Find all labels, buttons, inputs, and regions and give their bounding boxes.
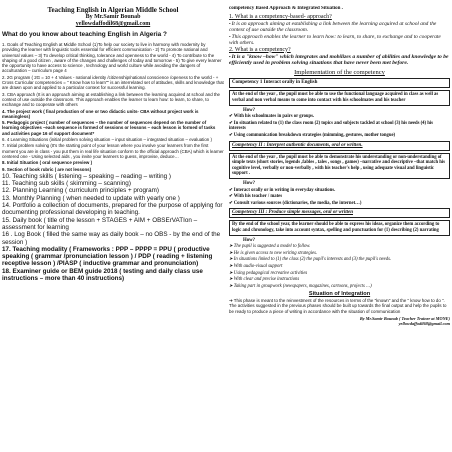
integration-body-text: This phase is meant to the reinvestment of the resources in terms of the "known" and the " know how to do ". The activities suggested in the previous phases should be built up towards the final output and help the pupils to be ready to produce a piece of writing in accordance with the situation of communication [229, 298, 447, 314]
integration-heading: Situation of Integration [308, 291, 371, 298]
arrow-icon: ➤ [229, 269, 233, 275]
checkmark-icon: ✔ [229, 113, 233, 119]
c3-bullet-1 [229, 243, 450, 250]
competency-2-box [229, 141, 450, 151]
point-17: 17. Teaching modality ( Frameworks : PPP – PPPP = PPU ( productive speaking ( grammar /pronunciation lesson ) / PDP ( reading + listening receptive lesson ) /PIASP ( inductive grammar and pronunciation) [2, 245, 213, 268]
arrow-icon: ➤ [229, 249, 233, 255]
c3-bullet-1-text: The pupil is suggested a model to follow. [233, 244, 311, 250]
c3-bullet-5 [229, 270, 450, 277]
c3-bullet-6 [229, 276, 450, 283]
point-12: 12. Planning Learning ( curriculum principles + program) [2, 187, 159, 195]
point-7: 7. Initial problem solving (It's the starting point of your lesson where you involve your learners from the first moment you are in class - you put them in real life situation conform to the official approach (CBA) which is learner centered one - Using selected aids , you invite your learners to guess, improvise, deduce… [2, 143, 224, 159]
c2-bullet-1-text: Interact orally or in writing in everyday situations. [233, 187, 336, 193]
c3-bullet-7-text: Taking part in groupwork (newspapers, magazines, cartoons, projects …) [233, 283, 372, 289]
c3-bullet-3 [229, 256, 450, 263]
checkmark-icon: ✔ [229, 132, 233, 137]
how-label-2: How? [243, 180, 255, 186]
author-line: By Mr.Samir Bounab [85, 14, 141, 20]
competency-1-heading: Competency 1 Interact orally in English [232, 80, 318, 86]
c1-bullet-3 [229, 132, 450, 139]
author-email: yellowdaffodil68@gmail.com [75, 21, 151, 27]
competency-1-body: At the end of the year , the pupil must be able to use the functional language acquired in class as well as verbal and non verbal means to come into contact with his schoolmates and his teacher [232, 92, 439, 104]
c2-bullet-3-text: Consult various sources (dictionaries, the media, the internet…) [233, 200, 362, 206]
c2-bullet-2-text: With his teacher / mates [233, 194, 283, 200]
c3-bullet-2 [229, 250, 450, 257]
point-8: 8. Initial Situation ( oral sequence preview ) [2, 160, 93, 166]
c1-bullet-1-text: With his schoolmates in pairs or groups. [233, 114, 315, 120]
document-title: Teaching English in Algerian Middle School [47, 6, 179, 14]
arrow-icon: ➤ [229, 282, 233, 288]
point-6: 6. 4 Learning Situations (initial problem solving situation – input situation – integrated situation – evaluation ) [2, 137, 212, 143]
point-13: 13. Monthly Planning ( when needed to update with yearly one ) [2, 194, 180, 202]
c2-bullet-1 [229, 187, 450, 194]
right-column [229, 6, 450, 450]
bullet-icon: • [229, 33, 231, 39]
competency-3-box [229, 208, 450, 218]
competency-2-heading: Competency II : Interpret authentic documents, oral or written. [232, 142, 363, 148]
answer-2-text: It is a "know –how" which integrates and mobilizes a number of abilities and knowledge to be efficiently used in problem solving situations that have never been met before. [229, 53, 449, 67]
point-18: 18. Examiner guide or BEM guide 2018 ( testing and daily class use instructions – more than 40 instructions) [2, 267, 203, 282]
c1-bullet-2-text: In situation related to (1) the class room (2) topics and subjects tackled at school (3) his needs (4) his interests [229, 120, 433, 132]
point-9: 9. Section of book rubric ( are not lessons) [2, 166, 92, 172]
answer-1a-text: It is an approach aiming at establishing a link between the learning acquired at school and the context of use outside the classroom. [229, 21, 437, 34]
point-15: 15. Daily book ( title of the lesson + STAGES + AIM + OBSErVATIon – assessment for learning [2, 216, 198, 231]
how-label-3: How? [243, 237, 255, 243]
competency-3-heading: Competency III : Produce simple messages, oral or written [232, 210, 353, 216]
competency-3-body: By the end of the school year, the learner should be able to express his ideas, organize them according to logic and chronology, take into account syntax, spelling and punctuation for (1) describing (2) narrating [232, 222, 440, 233]
point-4: 4. The project work ( final production of one or two didactic units- CBA without project work is meaningless) [2, 108, 199, 119]
arrow-icon: ➤ [229, 256, 233, 262]
checkmark-icon: ✔ [229, 186, 233, 192]
left-column [2, 6, 224, 450]
point-16: 16 . Log Book ( filled the same way as daily book – no OBS - by the end of the session ) [2, 231, 221, 246]
point-2: 2. 2G program ( 2G = 10 + 4 Values - national identity /citizenship/national conscience /openess to the world - + Cross Curricular competencies = " Know how to learn"" is an interrelated set of attitudes, skills and knowledge that are drawn upon and applied to a particular context for successful learning. [2, 74, 224, 91]
footer-author: By Mr.Samir Bounab ( Teacher Trainer at MONE) [359, 315, 450, 321]
how-label-1: How? [243, 107, 255, 113]
arrow-icon: ➤ [229, 243, 233, 249]
c3-bullet-4-text: With audio-visual support [233, 263, 283, 269]
competency-2-body-box [229, 153, 450, 179]
bullet-icon: • [229, 53, 231, 59]
c1-bullet-2 [229, 120, 450, 132]
question-1 [229, 14, 450, 21]
c3-bullet-5-text: Using pedagogical recreative activities [233, 270, 308, 276]
answer-1a [229, 21, 450, 34]
point-3: 3. CBA approach (It is an approach aiming at establishing a link between the learning acquired at school and the context of use outside the classroom. This approach enables the learner to learn how: to learn, to share, to exchange and to cooperate with others [2, 91, 220, 108]
question-1-text: 1. What is a competency-based- approach? [229, 14, 332, 20]
point-1: 1. Goals of Teaching English at Middle School (1)To help our society to live in harmony with modernity by providing the learner with linguistic tools essential for efficient communication - 2) To promote national and universal values – 3) To develop critical thinking, tolerance and openness to the world - 4) To contribute to the shaping of a good citizen , aware of the changes and challenges of today and tomorrow - 5) To give every learner the opportunity to have access to science , technology and world culture while avoiding the dangers of acculturation – curriculum page 4 [2, 42, 222, 74]
c3-bullet-6-text: With clear and precise instructions [233, 277, 300, 283]
answer-1b-text: This approach enables the learner to learn how: to learn, to share, to exchange and to cooperate with others. [229, 33, 441, 47]
point-10: 10. Teaching skills ( listening – speaking – reading – writing ) [2, 172, 171, 180]
competency-2-body: At the end of the year , the pupil must be able to demonstrate his understanding or non-understanding of simple texts (short stories, legends ,fables , tales , songs , games) –narrative and descriptive –that match his cognitive level, verbally or non-verbally , with his teacher's help , using adequate visual and linguistic support . [232, 154, 446, 177]
competency-1-box [229, 78, 450, 88]
answer-1b [229, 34, 450, 47]
right-heading: competency Based Approach & Integrated Situation . [229, 6, 343, 11]
arrow-icon: ➤ [229, 276, 233, 282]
main-question: What do you know about teaching English in Algeria ? [2, 31, 167, 38]
question-2-text: 2. What is a competency? [229, 46, 291, 53]
point-14: 14. Portfolio a collection of documents, prepared for the purpose of applying for documenting professional developing in teaching. [2, 202, 223, 217]
point-11: 11. Teaching sub skills ( skimming – scanning) [2, 180, 131, 188]
c2-bullet-2 [229, 193, 450, 200]
c3-bullet-2-text: He is given access to new writing strategies. [233, 250, 318, 256]
competency-1-body-box [229, 90, 450, 105]
arrow-icon: ➔ [229, 298, 233, 304]
checkmark-icon: ✔ [229, 199, 233, 205]
c3-bullet-3-text: In situations linked to (1) the class (2) the pupil's interests and (3) the pupil's needs. [233, 257, 392, 263]
integration-body [229, 298, 450, 314]
c2-bullet-3 [229, 200, 450, 207]
implementation-heading: Implementation of the competency [294, 69, 385, 77]
checkmark-icon: ✔ [229, 193, 233, 199]
c1-bullet-1 [229, 113, 450, 120]
arrow-icon: ➤ [229, 262, 233, 268]
answer-2 [229, 54, 450, 67]
c1-bullet-3-text: Using communication breakdown strategies (mimming, gestures, mother tongue) [233, 133, 396, 138]
c3-bullet-4 [229, 263, 450, 270]
point-5: 5. Pedagogic project ( number of sequences – the number of sequences depend on the number of learning objectives –each sequence is formed of sessions or lessons – each lesson is formed of tasks and activities page 16 of support document* [2, 120, 216, 136]
competency-3-body-box [229, 220, 450, 235]
footer-email: yellowdaffodil68@gmail.com [398, 320, 450, 326]
c3-bullet-7 [229, 283, 450, 290]
bullet-icon: • [229, 21, 231, 26]
checkmark-icon: ✔ [229, 119, 233, 125]
question-2 [229, 47, 450, 54]
